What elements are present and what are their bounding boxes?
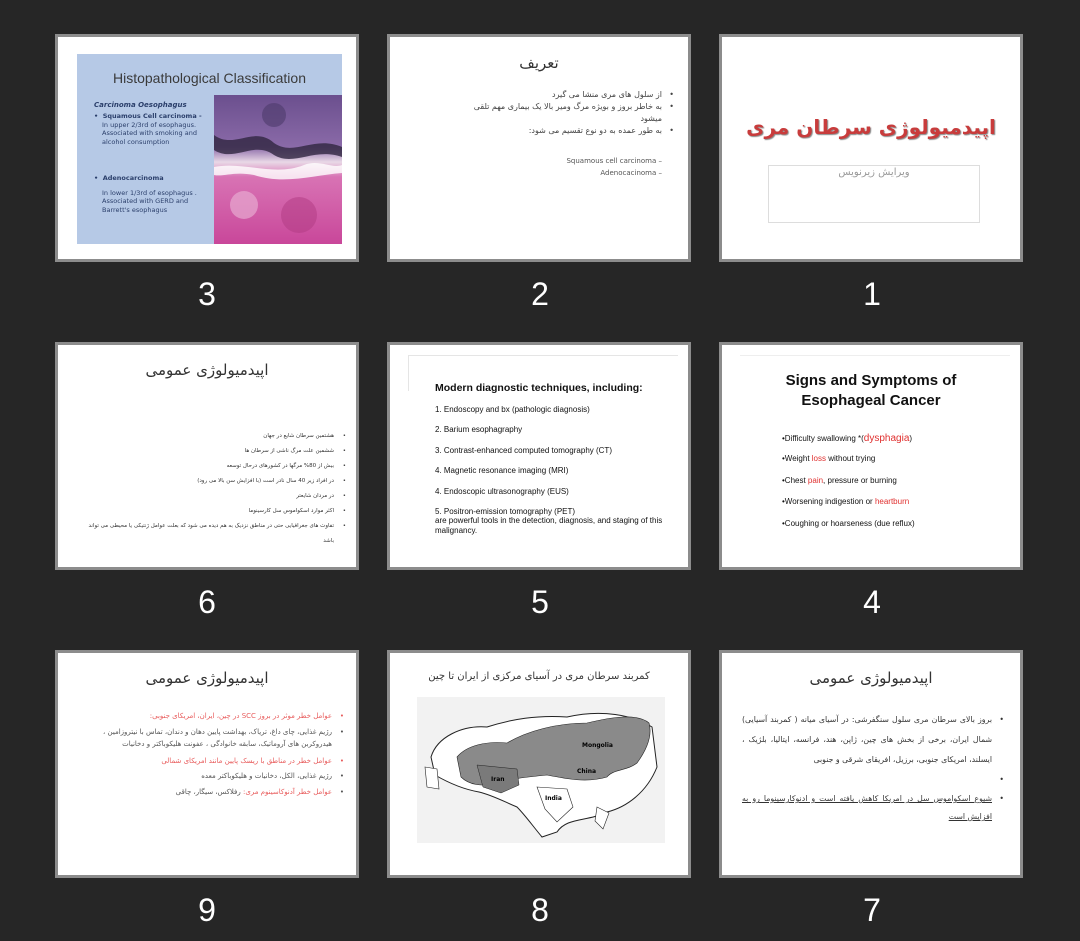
slide-3-adeno-label: Adenocarcinoma: [102, 174, 164, 182]
slide-6-bullet: • تفاوت های جغرافیایی حتی در مناطق نزدیک به هم دیده می شود که بعلت عوامل ژنتیکی یا محیطی می تواند باشد: [88, 519, 346, 549]
slide-2-title: تعریف: [519, 54, 559, 72]
slide-9-adeno-label: عوامل خطر آدنوکاسینوم مری:: [243, 787, 332, 796]
slide-4-item-text: •Worsening indigestion or: [782, 497, 875, 506]
slide-thumbnail-7[interactable]: [719, 650, 1023, 878]
slide-8-title: کمربند سرطان مری در آسیای مرکزی از ایران تا چین: [428, 671, 650, 682]
slide-7-bullet: • بروز بالای سرطان مری سلول سنگفرشی: در آسیای میانه ( کمربند آسیایی) شمال ایران، برخی از بخش های چین، ژاپن، هند، فرانسه، ایتالیا، بلژیک ، ایسلند، امریکای جنوبی، برزیل، افریقای شرقی و جنوبی: [742, 710, 1004, 770]
slide-5-item: 4. Magnetic resonance imaging (MRI): [435, 466, 569, 475]
slide-thumbnail-1[interactable]: [719, 34, 1023, 262]
slide-2-subbullets: [390, 155, 662, 179]
slide-5-footer: are powerful tools in the detection, diagnosis, and staging of this malignancy.: [435, 516, 663, 535]
map-label-india: India: [545, 795, 562, 802]
slide-6-bullet: • هشتمین سرطان شایع در جهان: [88, 429, 346, 444]
slide-5-top-line: [408, 355, 678, 356]
slide-9-bullet-adeno: [98, 786, 344, 799]
slide-6-bullet: • در مردان شایعتر: [88, 489, 346, 504]
slide-9-title: اپیدمیولوژی عمومی: [145, 669, 269, 687]
slide-6-bullet: • ششمین علت مرگ ناشی از سرطان ها: [88, 444, 346, 459]
slide-1-subtitle: ویرایش زیرنویس: [838, 167, 910, 178]
slide-number-5: 5: [531, 584, 549, 620]
slide-4-item: [782, 497, 1012, 519]
slide-6-bullet: • در افراد زیر 40 سال نادر است (با افزایش سن بالا می رود): [88, 474, 346, 489]
slide-7-bullet-underlined: • شیوع اسکواموس سل در امریکا کاهش یافته است و ادنوکارسینوما رو به افزایش است: [742, 790, 1004, 826]
slide-9-adeno-text: رفلاکس، سیگار، چاقی: [175, 787, 244, 796]
slide-number-8: 8: [531, 892, 549, 928]
slide-4-item-text: •Difficulty swallowing *(: [782, 434, 864, 443]
slide-4-item-highlight: pain: [807, 476, 824, 485]
slide-5-list: [435, 405, 675, 536]
slide-4-item: [782, 519, 1012, 528]
slide-5-item: 2. Barium esophagraphy: [435, 425, 523, 434]
slide-thumbnail-8[interactable]: [387, 650, 691, 878]
slide-4-item-highlight: heartburn: [874, 497, 910, 506]
slide-1-title: اپیدمیولوژی سرطان مری: [746, 115, 996, 139]
slide-3-title: Histopathological Classification: [113, 70, 306, 86]
slide-number-1: 1: [863, 276, 881, 312]
slide-thumbnail-2[interactable]: [387, 34, 691, 262]
slide-4-item: [782, 476, 1012, 497]
slide-3-histology-image: [214, 95, 342, 244]
map-label-mongolia: Mongolia: [582, 742, 613, 749]
slide-4-item-text: without trying: [826, 454, 876, 463]
slide-2-subbullet: Squamous cell carcinoma –: [566, 157, 662, 165]
slide-7-bullets: [742, 710, 1004, 826]
slide-3-heading: Carcinoma Oesophagus: [94, 101, 187, 109]
slide-4-title: Signs and Symptoms of Esophageal Cancer: [785, 372, 957, 409]
slide-3-adeno: • Adenocarcinoma In lower 1/3rd of esophagus . Associated with GERD and Barrett's esophagus: [94, 174, 214, 214]
slide-7-bullet-empty: [742, 770, 1004, 790]
slide-2-subbullet: Adenocacinoma –: [600, 169, 662, 177]
map-label-iran: Iran: [491, 776, 505, 783]
slide-2-bullet: • به طور عمده به دو نوع تقسیم می شود:: [450, 125, 674, 137]
slide-3-scc-text: In upper 2/3rd of esophagus. Associated with smoking and alcohol consumption: [102, 120, 197, 146]
slide-7-title: اپیدمیولوژی عمومی: [809, 669, 933, 687]
slide-number-7: 7: [863, 892, 881, 928]
slide-number-4: 4: [863, 584, 881, 620]
slide-2-bullets: [450, 89, 674, 137]
slide-6-bullet: • بیش از 80% مرگها در کشورهای درحال توسعه: [88, 459, 346, 474]
slide-4-top-line: [740, 355, 1010, 356]
slide-number-3: 3: [198, 276, 216, 312]
slide-4-item: [782, 433, 1012, 454]
slide-5-title: Modern diagnostic techniques, including:: [435, 382, 643, 394]
map-label-china: China: [577, 768, 597, 775]
slide-8-asia-map: [417, 697, 665, 843]
slide-6-title: اپیدمیولوژی عمومی: [145, 361, 269, 379]
slide-thumbnail-5[interactable]: [387, 342, 691, 570]
slide-4-item-text: , pressure or burning: [823, 476, 897, 485]
slide-number-9: 9: [198, 892, 216, 928]
slide-9-bullet-risk-scc: • عوامل خطر موثر در بروز SCC در چین، ایران، امریکای جنوبی:: [98, 710, 344, 723]
slide-2-bullet: • از سلول های مری منشا می گیرد: [450, 89, 674, 101]
slide-4-item-text: •Coughing or hoarseness (due reflux): [782, 519, 915, 528]
slide-6-bullet: • اکثر موارد اسکواموس سل کارسینوما: [88, 504, 346, 519]
slide-thumbnail-3[interactable]: [55, 34, 359, 262]
slide-4-item-text: ): [909, 434, 913, 443]
slide-5-item: 5. Positron-emission tomography (PET): [435, 507, 576, 516]
slide-number-6: 6: [198, 584, 216, 620]
slide-4-item-text: •Chest: [782, 476, 808, 485]
slide-5-left-line: [408, 355, 409, 391]
slide-9-bullet: • رژیم غذایی، الکل، دخانیات و هلیکوباکتر معده: [98, 770, 344, 783]
slide-6-bullets: [88, 429, 346, 549]
slide-4-item-highlight: loss: [811, 454, 827, 463]
slide-3-adeno-text: In lower 1/3rd of esophagus . Associated with GERD and Barrett's esophagus: [102, 188, 197, 214]
slide-9-bullets: [98, 710, 344, 799]
slide-4-item-text: •Weight: [782, 454, 812, 463]
slide-9-bullet: • رژیم غذایی، چای داغ، تریاک، بهداشت پایین دهان و دندان، تماس با نیتروزامین ، هیدروکربن های آروماتیک، سابقه خانوادگی ، عفونت هلیکوباکتر و دخانیات: [98, 726, 344, 751]
slide-4-item-highlight: dysphagia: [863, 433, 910, 444]
slide-thumbnail-6[interactable]: [55, 342, 359, 570]
slide-5-item: 3. Contrast-enhanced computed tomography (CT): [435, 446, 612, 455]
slide-9-bullet-risk-low: • عوامل خطر در مناطق با ریسک پایین مانند امریکای شمالی: [98, 755, 344, 768]
slide-4-list: [782, 433, 1012, 528]
slide-3-scc: • Squamous Cell carcinoma - In upper 2/3rd of esophagus. Associated with smoking and alcohol consumption: [94, 112, 214, 146]
slide-thumbnail-4[interactable]: [719, 342, 1023, 570]
slide-5-item: 4. Endoscopic ultrasonography (EUS): [435, 487, 569, 496]
slide-5-item: 1. Endoscopy and bx (pathologic diagnosis): [435, 405, 590, 414]
slide-2-bullet: • به خاطر بروز و بویژه مرگ ومیر بالا یک بیماری مهم تلقی میشود: [450, 101, 674, 125]
slide-thumbnail-9[interactable]: [55, 650, 359, 878]
slide-4-item: [782, 454, 1012, 476]
slide-3-scc-label: Squamous Cell carcinoma -: [102, 112, 202, 120]
slide-number-2: 2: [531, 276, 549, 312]
